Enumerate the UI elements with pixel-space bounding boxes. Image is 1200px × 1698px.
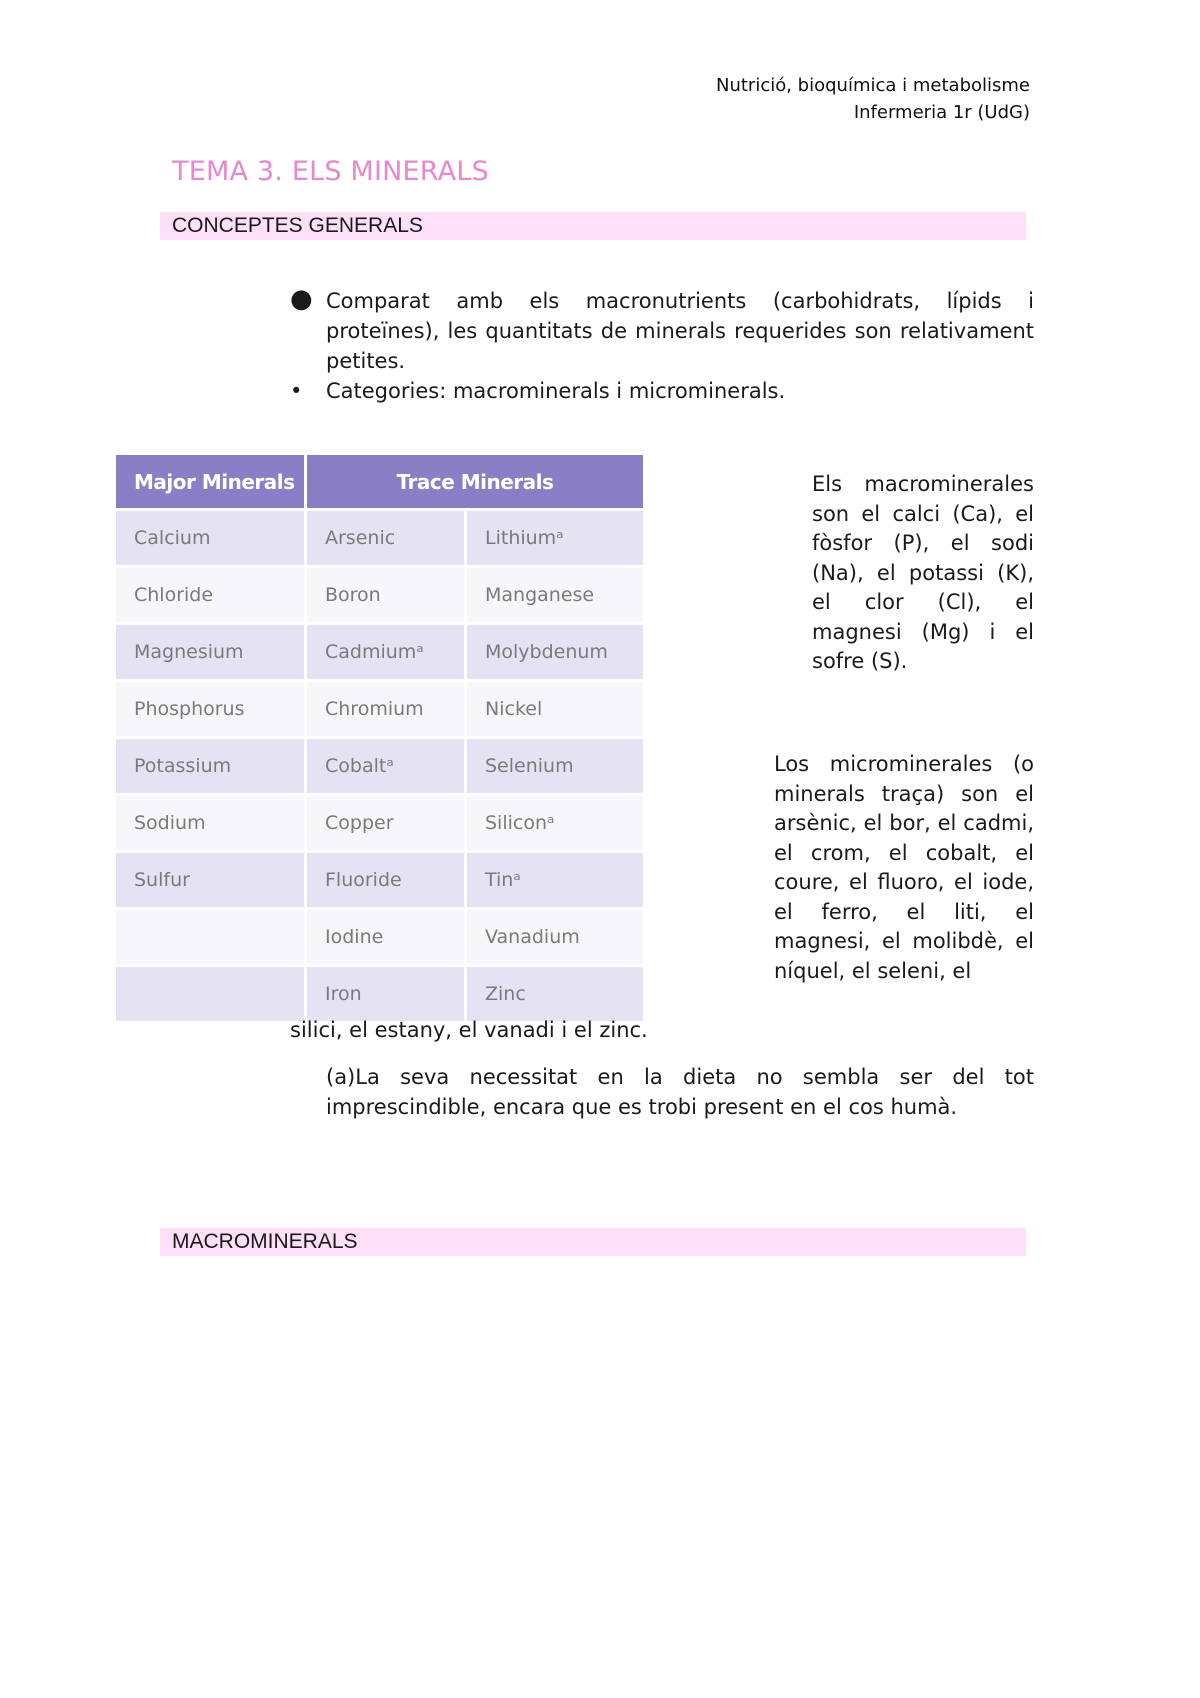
major-mineral-cell: Potassium	[116, 739, 304, 793]
section-heading-macrominerals-label: MACROMINERALS	[172, 1230, 358, 1253]
trace-mineral-cell: Molybdenum	[467, 625, 643, 679]
major-mineral-cell: Chloride	[116, 568, 304, 622]
trace-mineral-cell: Zinc	[467, 967, 643, 1021]
macrominerals-paragraph: Els macrominerales son el calci (Ca), el fòsfor (P), el sodi (Na), el potassi (K), el clor (Cl), el magnesi (Mg) i el sofre (S).	[812, 472, 1034, 673]
major-mineral-cell	[116, 910, 304, 964]
table-row	[116, 967, 643, 1021]
list-item	[290, 286, 1034, 376]
trace-mineral-cell: Vanadium	[467, 910, 643, 964]
trace-mineral-cell: Boron	[307, 568, 464, 622]
trace-mineral-cell: Cadmiumᵃ	[307, 625, 464, 679]
bullet-icon: ●	[290, 284, 313, 314]
trace-mineral-cell: Nickel	[467, 682, 643, 736]
major-mineral-cell	[116, 967, 304, 1021]
trace-mineral-cell: Copper	[307, 796, 464, 850]
major-mineral-cell: Sodium	[116, 796, 304, 850]
trace-mineral-cell: Selenium	[467, 739, 643, 793]
section-heading-macrominerals	[160, 1228, 1026, 1256]
trace-mineral-cell: Manganese	[467, 568, 643, 622]
trace-mineral-cell: Cobaltᵃ	[307, 739, 464, 793]
table-row	[116, 568, 643, 622]
major-mineral-cell: Magnesium	[116, 625, 304, 679]
bullet-list	[290, 286, 1034, 406]
major-mineral-cell: Phosphorus	[116, 682, 304, 736]
trace-mineral-cell: Chromium	[307, 682, 464, 736]
list-item-text: Categories: macrominerals i microminerals.	[326, 379, 786, 403]
major-mineral-cell: Calcium	[116, 511, 304, 565]
table-row	[116, 625, 643, 679]
table-row	[116, 910, 643, 964]
table-row	[116, 682, 643, 736]
table-row	[116, 511, 643, 565]
list-item-text: Comparat amb els macronutrients (carbohidrats, lípids i proteïnes), les quantitats de minerals requerides son relativament petites.	[326, 289, 1034, 373]
trace-mineral-cell: Fluoride	[307, 853, 464, 907]
header-program: Infermeria 1r (UdG)	[853, 102, 1030, 123]
table-row	[116, 853, 643, 907]
major-minerals-header: Major Minerals	[116, 455, 304, 508]
table-header-row	[116, 455, 643, 508]
trace-mineral-cell: Iodine	[307, 910, 464, 964]
section-heading-general	[160, 212, 1026, 240]
page-header	[716, 72, 1030, 126]
section-heading-general-label: CONCEPTES GENERALS	[172, 214, 423, 237]
footnote: (a)La seva necessitat en la dieta no sembla ser del tot imprescindible, encara que es trobi present en el cos humà.	[326, 1065, 1034, 1119]
bullet-icon: •	[290, 379, 303, 403]
microminerals-paragraph-end: silici, el estany, el vanadi i el zinc.	[290, 1018, 648, 1042]
trace-minerals-header: Trace Minerals	[307, 455, 643, 508]
trace-mineral-cell: Lithiumᵃ	[467, 511, 643, 565]
trace-mineral-cell: Arsenic	[307, 511, 464, 565]
page-title: TEMA 3. ELS MINERALS	[172, 156, 489, 187]
header-course: Nutrició, bioquímica i metabolisme	[716, 75, 1030, 96]
major-mineral-cell: Sulfur	[116, 853, 304, 907]
microminerals-paragraph: Los microminerales (o minerals traça) son el arsènic, el bor, el cadmi, el crom, el cobalt, el coure, el fluoro, el iode, el ferro, el liti, el magnesi, el molibdè, el níquel, el seleni, el	[774, 752, 1034, 983]
trace-mineral-cell: Iron	[307, 967, 464, 1021]
table-row	[116, 796, 643, 850]
trace-mineral-cell: Tinᵃ	[467, 853, 643, 907]
table-row	[116, 739, 643, 793]
list-item	[290, 376, 1034, 406]
trace-mineral-cell: Siliconᵃ	[467, 796, 643, 850]
minerals-table	[113, 452, 646, 1024]
